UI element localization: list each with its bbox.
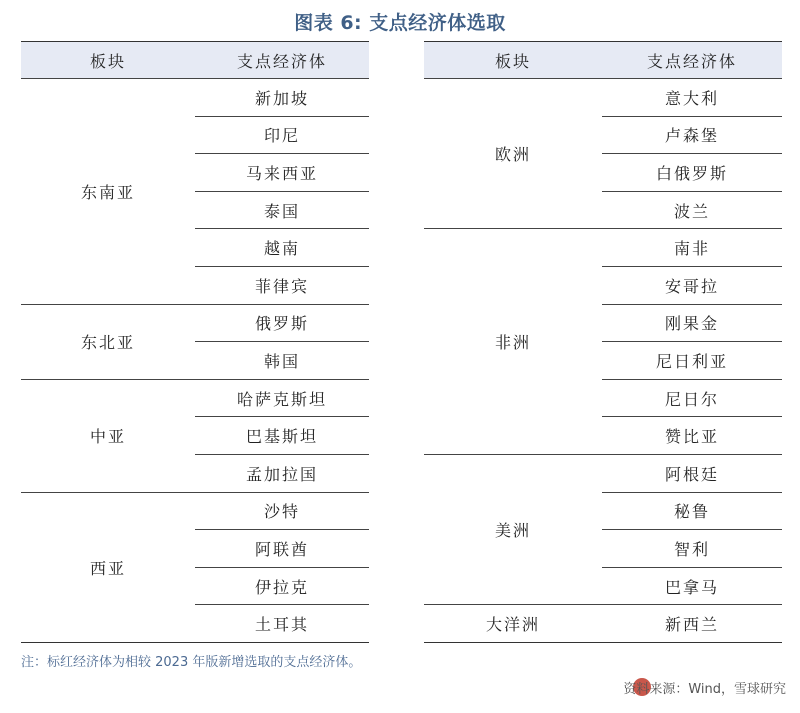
- source-credit: 资料来源：Wind，雪球研究: [623, 682, 786, 697]
- economy-cell: 沙特: [195, 492, 369, 530]
- economy-header: 支点经济体: [602, 42, 782, 79]
- table-row: [21, 492, 369, 530]
- economy-cell: 智利: [602, 530, 782, 568]
- economy-cell: 巴拿马: [602, 567, 782, 605]
- region-cell: 非洲: [424, 229, 602, 455]
- table-row: [21, 304, 369, 342]
- table-row: [424, 79, 782, 117]
- region-header: 板块: [21, 42, 195, 79]
- economy-cell: 秘鲁: [602, 492, 782, 530]
- economy-cell: 孟加拉国: [195, 454, 369, 492]
- economy-cell: 赞比亚: [602, 417, 782, 455]
- economy-cell: 伊拉克: [195, 567, 369, 605]
- table-row: [424, 605, 782, 643]
- region-header: 板块: [424, 42, 602, 79]
- economy-cell: 菲律宾: [195, 266, 369, 304]
- table-header-row: [21, 42, 369, 79]
- region-cell: 美洲: [424, 454, 602, 604]
- economy-cell: 尼日尔: [602, 379, 782, 417]
- table-row: [21, 379, 369, 417]
- region-cell: 欧洲: [494, 145, 531, 165]
- economy-cell: 尼日利亚: [602, 342, 782, 380]
- pivot-economies-table-right: [424, 41, 782, 643]
- table-row: [424, 454, 782, 492]
- table-row: [424, 229, 782, 267]
- region-cell: 大洋洲: [424, 605, 602, 643]
- table-header-row: [424, 42, 782, 79]
- region-cell: 东南亚: [80, 182, 135, 202]
- economy-cell: 新加坡: [254, 88, 309, 108]
- economy-cell: 意大利: [664, 88, 719, 108]
- economy-cell: 卢森堡: [602, 116, 782, 154]
- economy-header: 支点经济体: [195, 42, 369, 79]
- economy-cell: 马来西亚: [195, 154, 369, 192]
- economy-cell: 泰国: [195, 191, 369, 229]
- table-row: [21, 79, 369, 117]
- economy-cell: 阿根廷: [602, 454, 782, 492]
- economy-cell: 土耳其: [195, 605, 369, 643]
- economy-cell: 印尼: [195, 116, 369, 154]
- economy-cell: 白俄罗斯: [602, 154, 782, 192]
- region-cell: 东北亚: [21, 304, 195, 379]
- economy-cell: 安哥拉: [602, 266, 782, 304]
- pivot-economies-table-left: [21, 41, 369, 643]
- economy-cell: 巴基斯坦: [195, 417, 369, 455]
- economy-cell: 波兰: [602, 191, 782, 229]
- economy-cell: 新西兰: [602, 605, 782, 643]
- footnote: 注：标红经济体为相较 2023 年版新增选取的支点经济体。: [21, 655, 362, 670]
- region-cell: 西亚: [21, 492, 195, 642]
- economy-cell: 哈萨克斯坦: [195, 379, 369, 417]
- figure-title: 图表 6: 支点经济体选取: [294, 12, 506, 34]
- economy-cell: 俄罗斯: [195, 304, 369, 342]
- region-cell: 中亚: [21, 379, 195, 492]
- economy-cell: 南非: [602, 229, 782, 267]
- economy-cell: 阿联酋: [195, 530, 369, 568]
- economy-cell: 刚果金: [602, 304, 782, 342]
- economy-cell: 越南: [195, 229, 369, 267]
- economy-cell: 韩国: [195, 342, 369, 380]
